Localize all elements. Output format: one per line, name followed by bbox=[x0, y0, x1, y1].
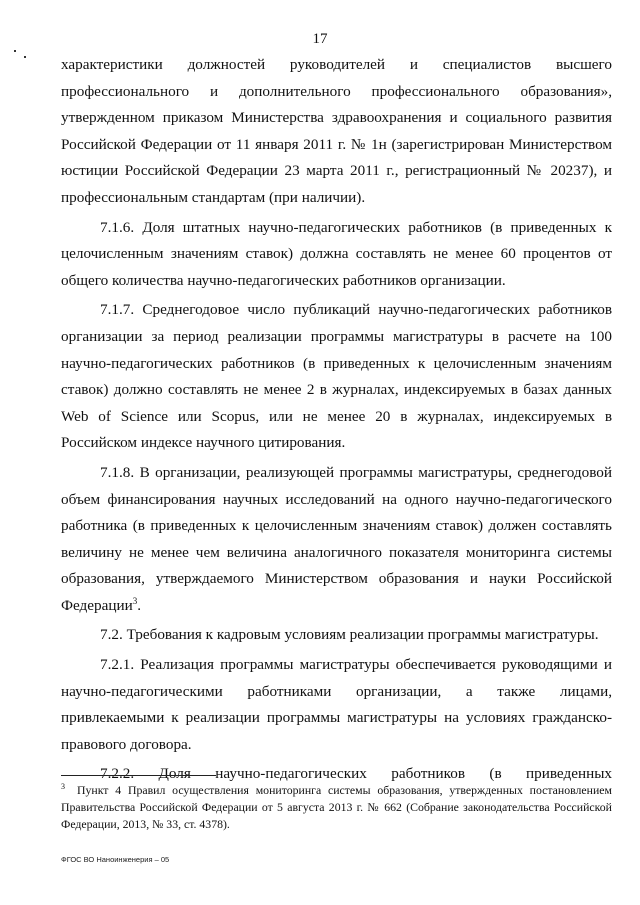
scan-dot bbox=[14, 50, 16, 52]
footnote bbox=[61, 782, 612, 833]
paragraph-7-1-6: 7.1.6. Доля штатных научно-педагогических работников (в приведенных к целочисленным значениям ставок) должна составлять не менее 60 процентов от общего количества научно-педагогических работников организации. bbox=[61, 218, 612, 289]
paragraph-7-1-8 bbox=[61, 460, 612, 620]
paragraph-7-2: 7.2. Требования к кадровым условиям реализации программы магистратуры. bbox=[100, 626, 599, 644]
footnote-number: 3 bbox=[61, 782, 65, 792]
scan-dot bbox=[24, 56, 26, 58]
paragraph-7-1-8-tail: . bbox=[137, 596, 142, 614]
document-code: ФГОС ВО Наноинженерия – 05 bbox=[61, 855, 170, 864]
paragraph-7-1-8-text: 7.1.8. В организации, реализующей программы магистратуры, среднегодовой объем финансирования научных исследований на одного научно-педагогического работника (в приведенных к целочисленным значениям ставок) должен составлять величину не менее чем величина аналогичного показателя мониторинга системы образования, утверждаемого Министерством образования и науки Российской Федерации bbox=[61, 463, 612, 614]
body-text bbox=[61, 52, 612, 788]
footnote-divider bbox=[61, 775, 216, 776]
footnote-text: Пункт 4 Правил осуществления мониторинга системы образования, утвержденных постановлением Правительства Российской Федерации от 5 августа 2013 г. № 662 (Собрание законодательства Российской Федерации, 2013, № 33, ст. 4378). bbox=[61, 783, 612, 831]
footnote-reference[interactable]: 3 bbox=[132, 595, 138, 606]
paragraph-7-1-7: 7.1.7. Среднегодовое число публикаций научно-педагогических работников организации за период реализации программы магистратуры в расчете на 100 научно-педагогических работников (в приведенных к целочисленным значениям ставок) должно составлять не менее 2 в журналах, индексируемых в базах данных Web of Science или Scopus, или не менее 20 в журналах, индексируемых в Российском индексе научного цитирования. bbox=[61, 301, 612, 452]
page-number: 17 bbox=[312, 31, 328, 47]
paragraph-continuation: характеристики должностей руководителей и специалистов высшего профессионального и дополнительного профессионального образования», утвержденном приказом Министерства здравоохранения и социального развития Российской Федерации от 11 января 2011 г. № 1н (зарегистрирован Министерством юстиции Российской Федерации 23 марта 2011 г., регистрационный № 20237), и профессиональным стандартам (при наличии). bbox=[61, 56, 612, 206]
paragraph-7-2-1: 7.2.1. Реализация программы магистратуры обеспечивается руководящими и научно-педагогическими работниками организации, а также лицами, привлекаемыми к реализации программы магистратуры на условиях гражданско-правового договора. bbox=[61, 656, 612, 753]
paragraph-7-2-2: 7.2.2. Доля научно-педагогических работников (в приведенных bbox=[100, 765, 612, 783]
